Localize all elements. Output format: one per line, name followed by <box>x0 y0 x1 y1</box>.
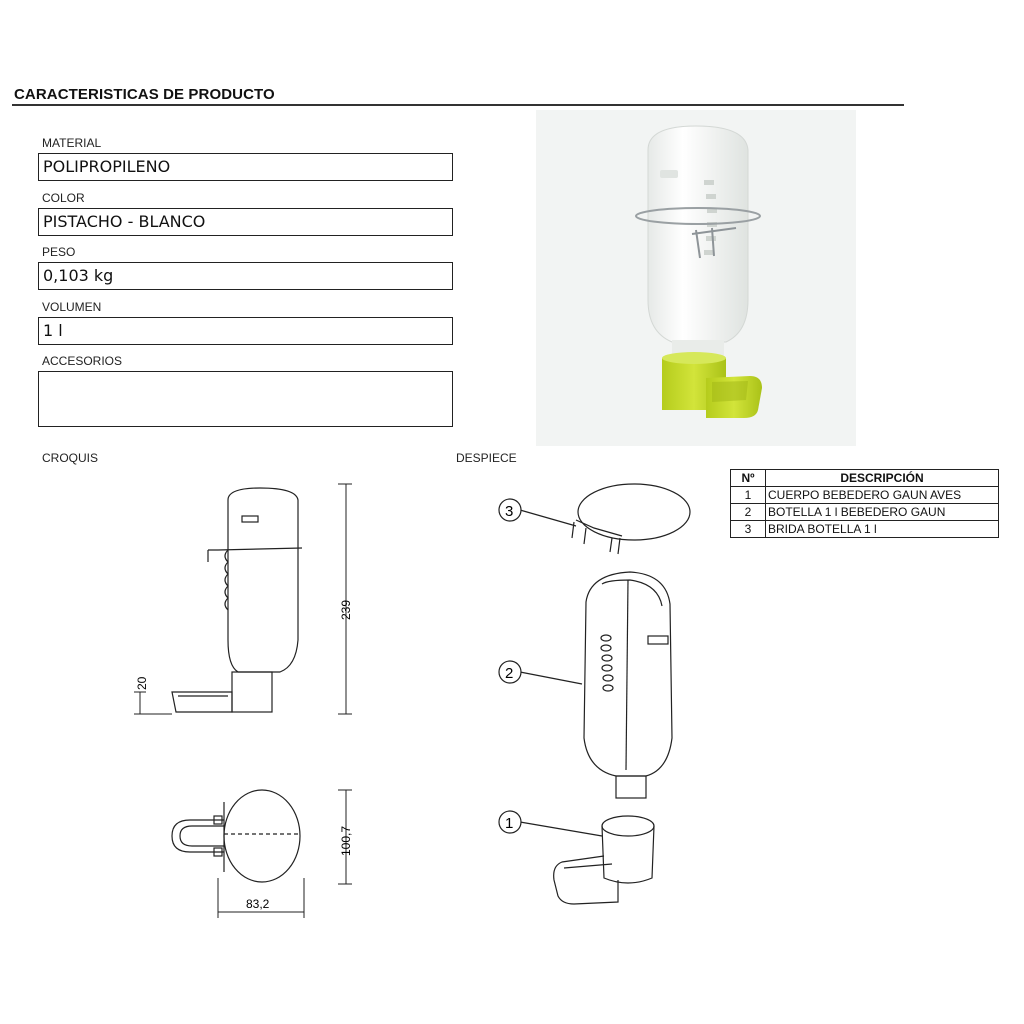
table-cell-description: CUERPO BEBEDERO GAUN AVES <box>766 487 999 504</box>
croquis-side-view <box>120 470 370 730</box>
table-cell-number: 3 <box>731 521 766 538</box>
color-label: COLOR <box>42 191 85 205</box>
table-cell-description: BRIDA BOTELLA 1 l <box>766 521 999 538</box>
material-label: MATERIAL <box>42 136 102 150</box>
dim-height-label: 239 <box>339 599 353 620</box>
material-field: POLIPROPILENO <box>38 153 453 181</box>
table-cell-description: BOTELLA 1 l BEBEDERO GAUN <box>766 504 999 521</box>
volumen-field: 1 l <box>38 317 453 345</box>
table-row <box>731 487 999 504</box>
callout-1: 1 <box>505 815 514 832</box>
page-title: CARACTERISTICAS DE PRODUCTO <box>14 86 275 103</box>
callout-3: 3 <box>505 503 514 520</box>
dim-width-label: 83,2 <box>246 897 270 911</box>
despiece-label: DESPIECE <box>456 451 517 465</box>
callout-2: 2 <box>505 665 514 682</box>
dim-base-label: 20 <box>135 676 149 690</box>
title-divider <box>12 104 904 106</box>
croquis-top-view <box>160 778 370 924</box>
color-field: PISTACHO - BLANCO <box>38 208 453 236</box>
table-cell-number: 2 <box>731 504 766 521</box>
table-header-description: DESCRIPCIÓN <box>766 470 999 487</box>
volumen-label: VOLUMEN <box>42 300 102 314</box>
peso-label: PESO <box>42 245 76 259</box>
despiece-exploded-view <box>490 476 710 926</box>
table-row <box>731 504 999 521</box>
accesorios-field <box>38 371 453 427</box>
table-row <box>731 521 999 538</box>
drinker-photo-illustration <box>536 110 856 446</box>
product-photo <box>536 110 856 446</box>
croquis-label: CROQUIS <box>42 451 99 465</box>
table-cell-number: 1 <box>731 487 766 504</box>
table-header-number: Nº <box>731 470 766 487</box>
dim-depth-label: 100,7 <box>339 825 353 856</box>
accesorios-label: ACCESORIOS <box>42 354 123 368</box>
parts-table <box>730 469 999 538</box>
peso-field: 0,103 kg <box>38 262 453 290</box>
